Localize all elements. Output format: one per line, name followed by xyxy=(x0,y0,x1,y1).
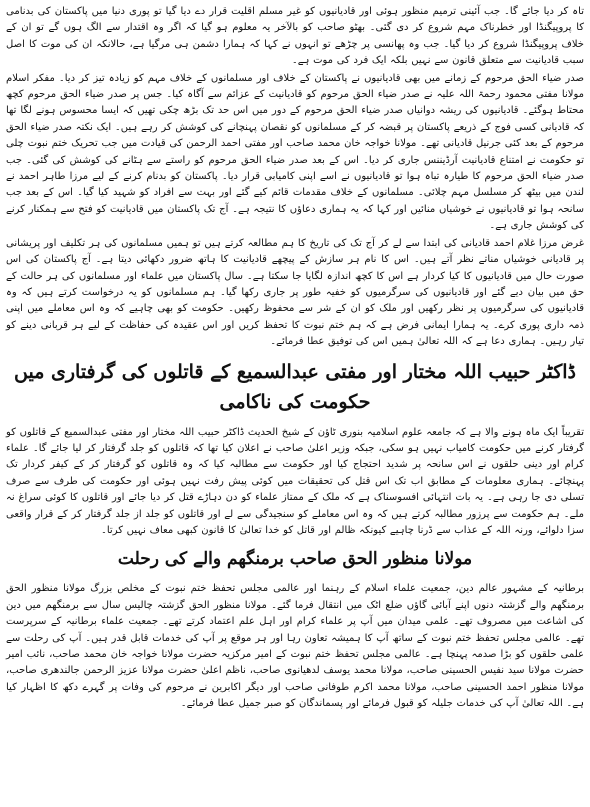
article2-paragraph-1: تقریباً ایک ماہ ہونے والا ہے کہ جامعہ علوم اسلامیہ بنوری ٹاؤن کے شیخ الحدیث ڈاکٹر حبیب اللہ مختار اور مفتی عبدالسمیع کے قاتلوں کو گرفتار کرنے میں حکومت کامیاب نہیں ہو سکی، جبکہ وزیر اعلیٰ صاحب نے اعلان کیا تھا کہ قاتلوں کو جلد گرفتار کر لیا جائے گا۔ علماء کرام اور دینی حلقوں نے اس سانحہ پر شدید احتجاج کیا اور حکومت سے مطالبہ کیا کہ وہ قاتلوں کو گرفتار کر کے کیفر کردار تک پہنچائے۔ ہماری معلومات کے مطابق اب تک اس قتل کی تحقیقات میں کوئی پیش رفت نہیں ہوئی اور حکومت کی طرف سے صرف تسلی دی جا رہی ہے۔ یہ بات انتہائی افسوسناک ہے کہ ملک کے ممتاز علماء کو دن دہاڑے قتل کر دیا جائے اور قاتلوں کا کوئی سراغ نہ ملے۔ ہم حکومت سے پرزور مطالبہ کرتے ہیں کہ وہ اس معاملے کو سنجیدگی سے لے اور قاتلوں کو جلد از جلد گرفتار کر کے قرار واقعی سزا دلوائے، ورنہ اللہ کے عذاب سے ڈرنا چاہیے کیونکہ ظالم اور قاتل کو خدا تعالیٰ کا قانون کبھی معاف نہیں کرتا۔ xyxy=(6,426,584,536)
article3-paragraph-1: برطانیہ کے مشہور عالم دین، جمعیت علماء اسلام کے رہنما اور عالمی مجلس تحفظ ختم نبوت کے مخلص بزرگ مولانا منظور الحق برمنگھم والے گزشتہ دنوں اپنے آبائی گاؤں ضلع اٹک میں انتقال فرما گئے۔ مولانا منظور الحق گزشتہ چالیس سال سے برمنگھم میں دین کی اشاعت میں مصروف تھے۔ علمی میدان میں آپ پر علماء کرام اور اہل علم اعتماد کرتے تھے۔ جمعیت علماء برطانیہ کے سرپرست تھے۔ عالمی مجلس تحفظ ختم نبوت کے ساتھ آپ کا ہمیشہ تعاون رہا اور ہر موقع پر آپ کی خدمات قابل قدر ہیں۔ آپ کی رحلت سے علمی حلقوں کو بڑا صدمہ پہنچا ہے۔ عالمی مجلس تحفظ ختم نبوت کے امیر مرکزیہ حضرت مولانا خواجہ خان محمد صاحب، نائب امیر حضرت مولانا سید نفیس الحسینی صاحب، مولانا محمد یوسف لدھیانوی صاحب، ناظم اعلیٰ حضرت مولانا عزیز الرحمن جالندھری صاحب، مولانا منظور احمد الحسینی صاحب، مولانا محمد اکرم طوفانی صاحب اور دیگر اکابرین نے مرحوم کی وفات پر گہرے دکھ کا اظہار کیا ہے۔ اللہ تعالیٰ آپ کی خدمات جلیلہ کو قبول فرمائے اور پسماندگان کو صبر جمیل عطا فرمائے۔ xyxy=(6,583,584,710)
article1-paragraph-1: تاہ کر دیا جائے گا۔ جب آئینی ترمیم منظور ہوئی اور قادیانیوں کو غیر مسلم اقلیت قرار دے دیا گیا تو پوری دنیا میں پاکستان کی بدنامی کا پروپیگنڈا اور خطرناک مہم شروع کر دی گئی۔ بھٹو صاحب کو بالآخر یہ معلوم ہو گیا کہ اگر وہ اقتدار سے الگ ہوں گے تو ان کے خلاف پروپیگنڈا شروع کر دیا گیا۔ جب وہ پھانسی پر چڑھے تو انہوں نے کہا کہ ہمارا دشمن ہی مرگیا ہے، حالانکہ ان کی موت کا اصل سبب قادیانیت سے متعلق قانون سے نہیں بلکہ ایک فرد کی موت ہے۔ xyxy=(6,6,584,67)
section-heading-arrest-failure: ڈاکٹر حبیب اللہ مختار اور مفتی عبدالسمیع کے قاتلوں کی گرفتاری میں حکومت کی ناکامی xyxy=(14,360,576,413)
section-heading-obituary: مولانا منظور الحق صاحب برمنگھم والے کی رحلت xyxy=(117,549,473,570)
article1-paragraph-3: غرض مرزا غلام احمد قادیانی کی ابتدا سے لے کر آج تک کی تاریخ کا ہم مطالعہ کرتے ہیں تو ہمیں مسلمانوں کی ہر تکلیف اور پریشانی پر قادیانی خوشیاں مناتے نظر آتے ہیں۔ اس کا نام ہر سازش کے پیچھے قادیانیت کا ہاتھ ضرور دکھائی دیتا ہے۔ آج پاکستان کی اس صورت حال میں قادیانیوں کا کیا کردار ہے اس کا کچھ اندازہ لگایا جا سکتا ہے۔ سال پاکستان میں علماء اور مسلمانوں کی ہر حالت کے حق میں بیان دیے گئے اور قادیانیوں کی سرگرمیوں کو خفیہ طور پر جاری رکھا گیا۔ ہم مسلمانوں کو یہ درخواست کرتے ہیں کہ وہ قادیانیوں کی سرگرمیوں پر نظر رکھیں اور ملک کو ان کے شر سے محفوظ رکھیں۔ حکومت کو بھی چاہیے کہ وہ اس معاملے میں اپنی ذمہ داری پوری کرے۔ یہ ہمارا ایمانی فرض ہے کہ ہم ختم نبوت کا تحفظ کریں اور اس عقیدہ کی حفاظت کے لیے ہر قربانی دینے کو تیار رہیں۔ ہماری دعا ہے کہ اللہ تعالیٰ ہمیں اس کی توفیق عطا فرمائے۔ xyxy=(6,237,584,348)
article1-paragraph-2: صدر ضیاء الحق مرحوم کے زمانے میں بھی قادیانیوں نے پاکستان کے خلاف اور مسلمانوں کے خلاف مہم کو زیادہ تیز کر دیا۔ مفکر اسلام مولانا مفتی محمود رحمۃ اللہ علیہ نے صدر ضیاء الحق مرحوم کو قادیانیت کے عزائم سے آگاہ کیا۔ جس پر صدر ضیاء الحق مرحوم کچھ محتاط ہوگئے۔ قادیانیوں کی ریشہ دوانیاں صدر ضیاء الحق مرحوم کے دور میں اس حد تک بڑھ چکی تھیں کہ ایسا محسوس ہونے لگا تھا کہ قادیانی کسی فوج کے ذریعے پاکستان پر قبضہ کر کے مسلمانوں کو نقصان پہنچانے کی کوشش کر رہے ہیں۔ ایک نکتہ صدر ضیاء الحق مرحوم کے بعد کئی جرنیل قادیانی تھے۔ مولانا خواجہ خان محمد صاحب اور مفتی احمد الرحمن کی قیادت میں جب تحریک ختم نبوت چلی تو حکومت نے امتناع قادیانیت آرڈیننس جاری کر دیا۔ اس کے بعد صدر ضیاء الحق مرحوم کو راستے سے ہٹانے کی کوشش کی گئی۔ جب صدر ضیاء الحق مرحوم کا طیارہ تباہ ہوا تو قادیانیوں نے اسے اپنی کامیابی قرار دیا۔ پاکستان کو بدنام کرنے کے لیے مرزا طاہر احمد نے لندن میں بیٹھ کر مسلسل مہم چلائی۔ مسلمانوں کے خلاف مقدمات قائم کیے گئے اور بہت سے افراد کو شہید کیا گیا۔ اس کے بعد جب سانحہ ہوا تو قادیانیوں نے خوشیاں منائیں اور کہا کہ یہ ہماری دعاؤں کا نتیجہ ہے۔ آج تک پاکستان میں قادیانیت کو فتح سے ہمکنار کرنے کی کوشش جاری ہے۔ xyxy=(6,72,584,232)
